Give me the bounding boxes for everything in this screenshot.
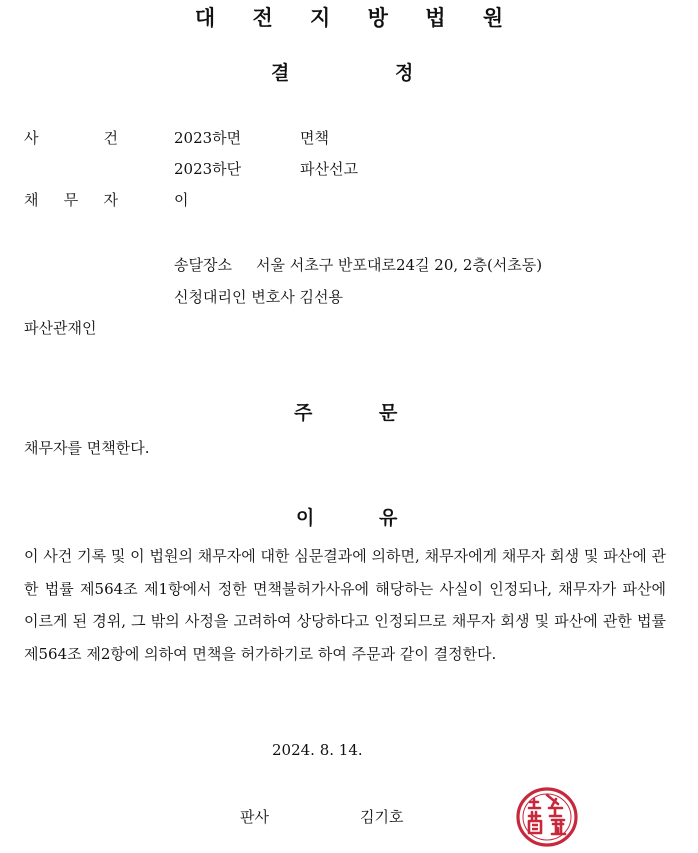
judge-title: 판사	[240, 808, 269, 826]
case-number-1: 2023하면	[174, 129, 242, 147]
doc-type-right: 정	[395, 62, 414, 84]
reason-heading-left: 이	[296, 507, 315, 529]
decision-date: 2024. 8. 14.	[272, 741, 363, 759]
reason-text: 이 사건 기록 및 이 법원의 채무자에 대한 심문결과에 의하면, 채무자에게 채무자 회생 및 파산에 관한 법률 제564조 제1항에서 정한 면책불허가사유에 해당하는 사실이 인정되나, 채무자가 파산에 이르게 된 경위, 그 밖의 사정을 고려하여 상당하다고 인정되므로 채무자 회생 및 파산에 관한 법률 제564조 제2항에 의하여 면책을 허가하기로 하여 주문과 같이 결정한다.	[24, 547, 666, 663]
order-heading-left: 주	[294, 402, 313, 424]
court-name: 대 전 지 방 법 원	[194, 6, 519, 30]
case-number-2: 2023하단	[174, 160, 242, 178]
order-heading-right: 문	[379, 402, 398, 424]
reason-heading-right: 유	[379, 507, 398, 529]
debtor-label: 채 무 자	[24, 191, 118, 209]
case-type-1: 면책	[300, 129, 329, 147]
doc-type-left: 결	[271, 62, 290, 84]
judge-name: 김기호	[360, 808, 404, 826]
case-label: 사 건	[24, 129, 118, 147]
judge-seal-stamp	[512, 786, 582, 848]
order-text: 채무자를 면책한다.	[24, 439, 150, 457]
debtor-name: 이	[174, 191, 189, 209]
address: 서울 서초구 반포대로24길 20, 2층(서초동)	[256, 256, 543, 274]
agent: 신청대리인 변호사 김선용	[174, 288, 343, 306]
trustee-label: 파산관재인	[24, 319, 97, 337]
case-type-2: 파산선고	[300, 160, 358, 178]
address-label: 송달장소	[174, 256, 232, 274]
